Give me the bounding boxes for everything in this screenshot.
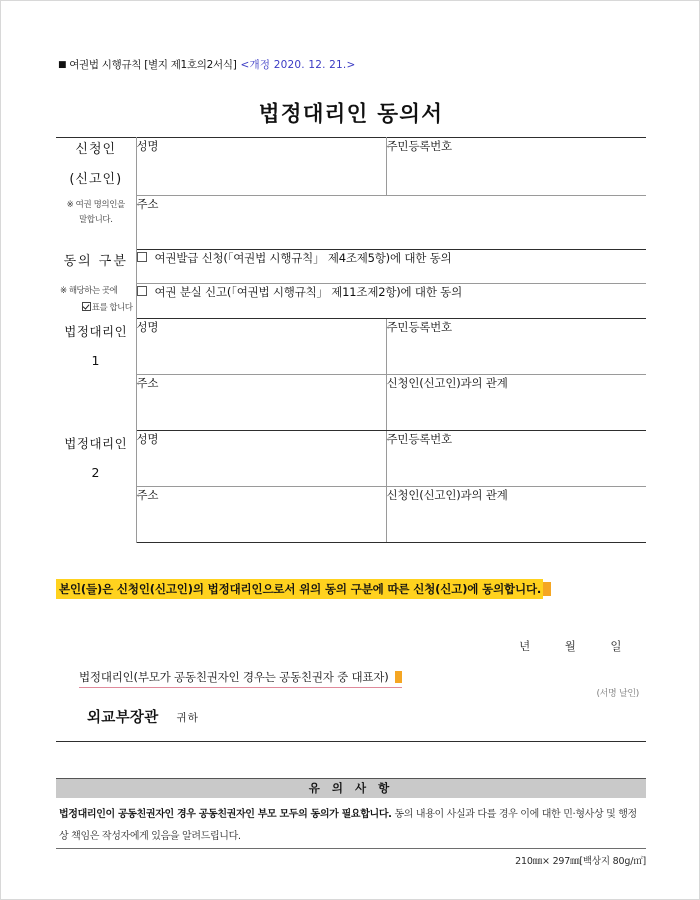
checkbox-icon[interactable] — [137, 252, 147, 262]
representative-2-relation-label: 신청인(신고인)과의 관계 — [386, 487, 508, 502]
date-year-label: 년 — [519, 639, 531, 653]
table-row — [56, 318, 646, 374]
addressee-honorific: 귀하 — [176, 712, 199, 724]
consent-option-1[interactable] — [136, 250, 646, 284]
representative-2-label: 법정대리인 — [64, 436, 128, 452]
applicant-note-line2: 말합니다. — [78, 215, 113, 226]
representative-2-rrn-field[interactable] — [386, 430, 646, 486]
representative-1-address-label: 주소 — [136, 375, 159, 390]
consent-statement-text: 본인(들)은 신청인(신고인)의 법정대리인으로서 위의 동의 구분에 따른 신청(신고)에 동의합니다. — [56, 579, 543, 599]
notice-bold-text: 법정대리인이 공동친권자인 경우 공동친권자인 부모 모두의 동의가 필요합니다. — [59, 809, 392, 820]
representative-1-name-label: 성명 — [136, 319, 159, 334]
representative-2-rrn-label: 주민등록번호 — [386, 431, 452, 446]
notice-heading: 유 의 사 항 — [56, 778, 646, 798]
form-header — [58, 57, 355, 72]
revision-note: <개정 2020. 12. 21.> — [240, 59, 356, 71]
representative-2-name-field[interactable] — [136, 430, 386, 486]
representative-2-relation-field[interactable] — [386, 486, 646, 542]
representative-1-name-field[interactable] — [136, 318, 386, 374]
table-row — [56, 284, 646, 318]
table-row — [56, 430, 646, 486]
seal-icon — [395, 671, 402, 683]
consent-type-note-line1: ※ 해당하는 곳에 — [60, 285, 118, 296]
representative-2-name-label: 성명 — [136, 431, 159, 446]
representative-1-relation-label: 신청인(신고인)과의 관계 — [386, 375, 508, 390]
applicant-address-field[interactable] — [136, 196, 646, 250]
paper-spec: 210㎜× 297㎜[백상지 80g/㎡] — [515, 856, 646, 867]
applicant-label-cell — [56, 138, 136, 250]
notice-body — [59, 804, 644, 847]
representative-2-label-cell — [56, 430, 136, 542]
consent-option-1-label: 여권발급 신청(「여권법 시행규칙」 제4조제5항)에 대한 동의 — [154, 251, 452, 265]
applicant-name-field[interactable] — [136, 138, 386, 196]
form-table — [56, 137, 646, 543]
date-month-label: 월 — [564, 639, 577, 653]
page-title: 법정대리인 동의서 — [258, 102, 444, 127]
section-divider — [56, 741, 646, 742]
signature-hint: (서명 날인) — [596, 689, 639, 699]
representative-1-relation-field[interactable] — [386, 374, 646, 430]
consent-statement-marker — [543, 582, 551, 596]
applicant-rrn-field[interactable] — [386, 138, 646, 196]
consent-type-heading: 동의 구분 — [63, 253, 128, 269]
table-row — [56, 138, 646, 196]
checkbox-icon[interactable] — [137, 286, 147, 296]
representative-1-label-cell — [56, 318, 136, 430]
representative-1-address-field[interactable] — [136, 374, 386, 430]
date-day-label: 일 — [610, 639, 622, 653]
addressee-name: 외교부장관 — [87, 710, 159, 726]
addressee-line — [87, 706, 199, 727]
table-row — [56, 196, 646, 250]
consent-statement — [56, 581, 646, 597]
table-row — [56, 374, 646, 430]
notice-rest-text: 동의 내용이 사실과 다를 경우 이에 대한 민·형사상 및 행정상 책임은 작성자에게 있음을 알려드립니다. — [59, 809, 637, 842]
applicant-address-label: 주소 — [136, 197, 159, 211]
table-row — [56, 250, 646, 284]
date-line — [1, 638, 646, 654]
table-row — [56, 486, 646, 542]
representative-2-address-field[interactable] — [136, 486, 386, 542]
representative-2-number: 2 — [91, 464, 100, 480]
consent-type-label-cell — [56, 250, 136, 319]
applicant-note — [56, 198, 136, 229]
consent-option-2-label: 여권 분실 신고(「여권법 시행규칙」 제11조제2항)에 대한 동의 — [154, 285, 463, 300]
representative-1-number: 1 — [91, 352, 100, 368]
signature-line-label: 법정대리인(부모가 공동친권자인 경우는 공동친권자 중 대표자) — [79, 670, 389, 684]
applicant-label-line2: (신고인) — [69, 172, 123, 187]
notice-divider — [56, 848, 646, 849]
consent-type-note — [56, 283, 136, 319]
consent-type-note-line2 — [60, 300, 136, 318]
form-header-text: 여권법 시행규칙 [별지 제1호의2서식] — [69, 59, 237, 71]
representative-2-address-label: 주소 — [136, 487, 159, 502]
bullet-square-icon: ■ — [58, 60, 67, 70]
checked-box-icon — [82, 302, 91, 311]
representative-1-rrn-field[interactable] — [386, 318, 646, 374]
applicant-rrn-label: 주민등록번호 — [386, 139, 452, 153]
consent-type-note-line2-text: 표를 합니다 — [91, 303, 133, 314]
applicant-name-label: 성명 — [136, 139, 159, 153]
applicant-note-line1: ※ 여권 명의인을 — [66, 200, 125, 210]
consent-option-2[interactable] — [136, 284, 646, 318]
representative-1-rrn-label: 주민등록번호 — [386, 319, 452, 334]
representative-1-label: 법정대리인 — [64, 324, 128, 340]
applicant-label-line1: 신청인 — [75, 142, 117, 157]
